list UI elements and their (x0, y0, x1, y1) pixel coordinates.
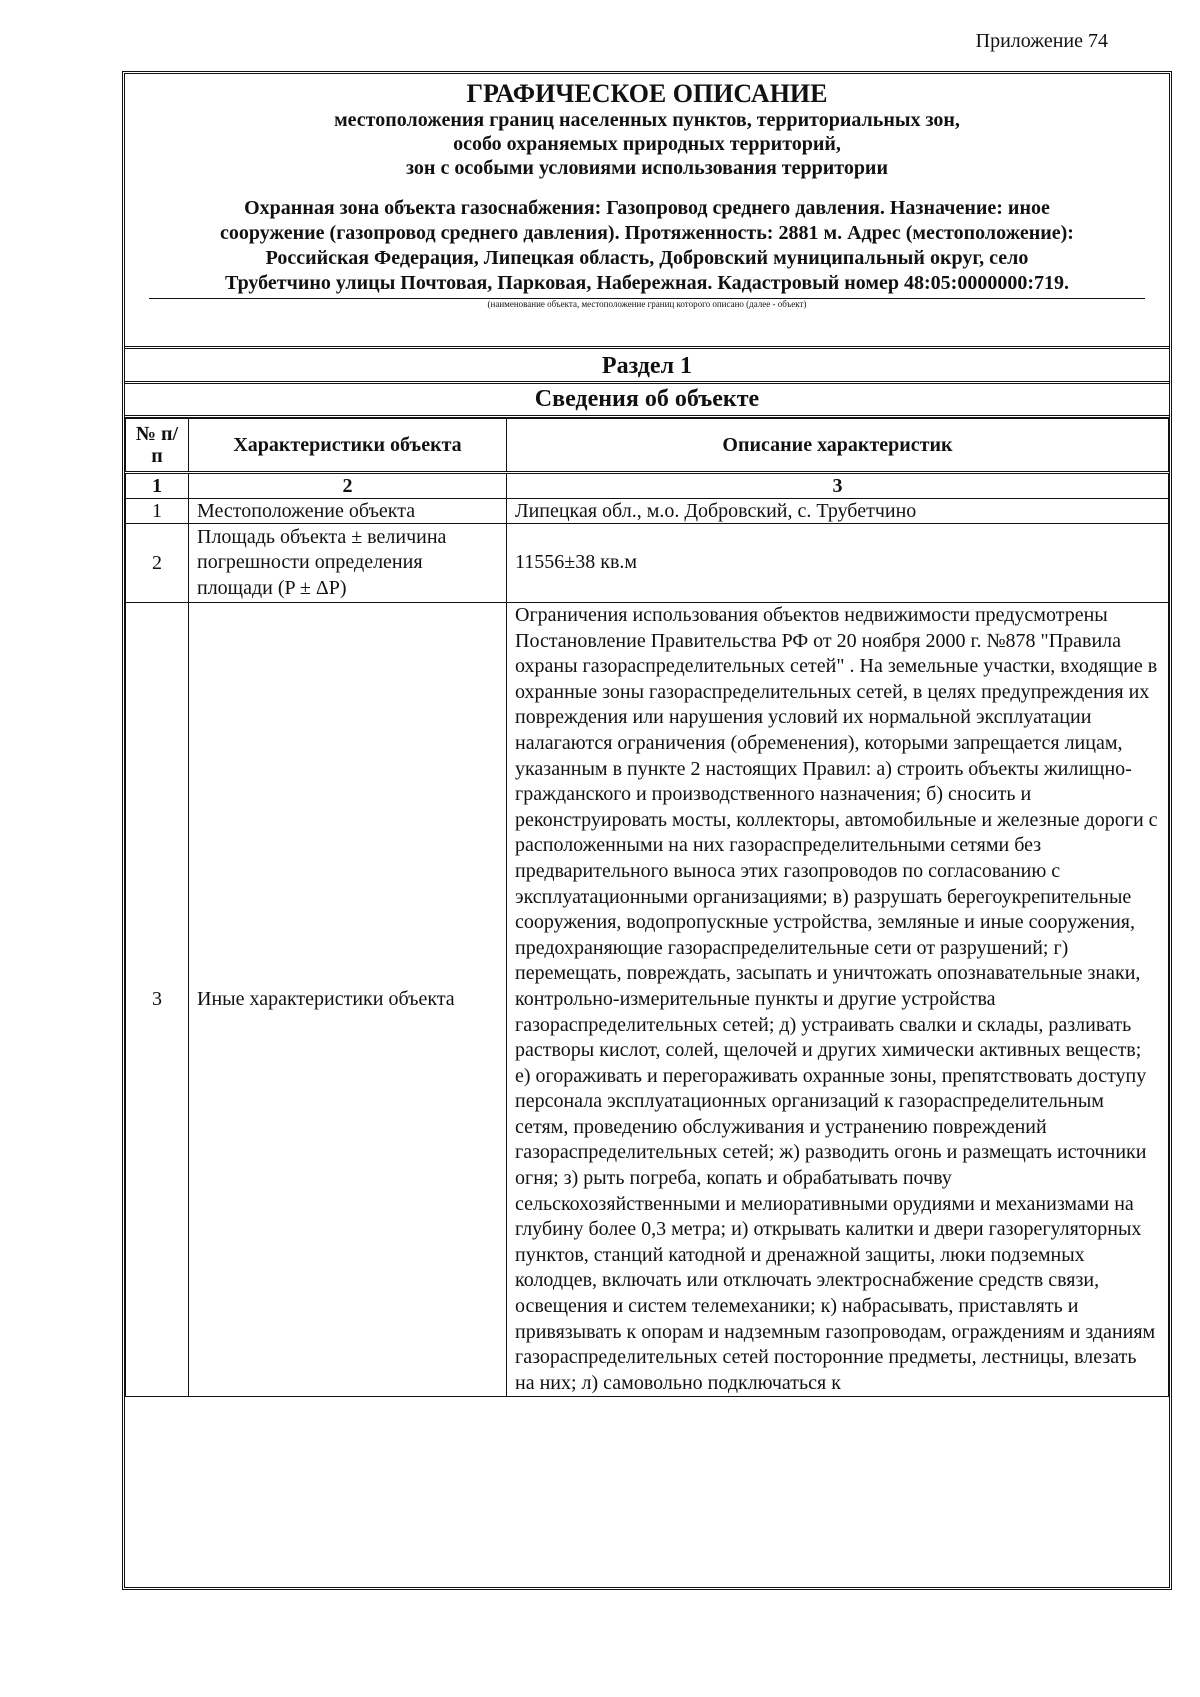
row-description: 11556±38 кв.м (507, 524, 1169, 603)
object-description (145, 196, 1149, 296)
row-characteristic: Площадь объекта ± величина погрешности определения площади (P ± ΔP) (189, 524, 507, 603)
object-line-1: Охранная зона объекта газоснабжения: Газопровод среднего давления. Назначение: иное (244, 197, 1050, 219)
table-header-row (126, 419, 1169, 473)
object-line-2: сооружение (газопровод среднего давления). Протяженность: 2881 м. Адрес (местоположение): (220, 222, 1074, 244)
table-row (126, 603, 1169, 1397)
subtitle-line-2: особо охраняемых природных территорий, (453, 133, 841, 155)
column-header-number: № п/п (126, 419, 189, 473)
subtitle-line-3: зон с особыми условиями использования территории (406, 157, 888, 179)
appendix-label: Приложение 74 (975, 30, 1108, 52)
row-number: 1 (126, 499, 189, 524)
section-title: Раздел 1 (125, 349, 1169, 384)
object-line-3: Российская Федерация, Липецкая область, Добровский муниципальный округ, село (265, 247, 1029, 269)
table-row (126, 524, 1169, 603)
row-number: 3 (126, 603, 189, 1397)
column-number: 3 (507, 473, 1169, 499)
row-description: Липецкая обл., м.о. Добровский, с. Трубетчино (507, 499, 1169, 524)
column-number: 1 (126, 473, 189, 499)
section-subtitle: Сведения об объекте (125, 384, 1169, 418)
object-line-4: Трубетчино улицы Почтовая, Парковая, Набережная. Кадастровый номер 48:05:0000000:719. (224, 272, 1069, 294)
document-frame (122, 71, 1172, 1590)
table-row (126, 499, 1169, 524)
column-header-description: Описание характеристик (507, 419, 1169, 473)
object-caption: (наименование объекта, местоположение границ которого описано (далее - объект) (487, 299, 807, 309)
column-header-characteristic: Характеристики объекта (189, 419, 507, 473)
row-characteristic: Иные характеристики объекта (189, 603, 507, 1397)
column-number: 2 (189, 473, 507, 499)
document-title: ГРАФИЧЕСКОЕ ОПИСАНИЕ (466, 79, 828, 108)
document-header (125, 74, 1169, 349)
row-characteristic: Местоположение объекта (189, 499, 507, 524)
object-properties-table (125, 418, 1169, 1397)
row-description: Ограничения использования объектов недвижимости предусмотрены Постановление Правительства РФ от 20 ноября 2000 г. №878 "Правила охраны газораспределительных сетей" . На земельные участки, входящие в охранные зоны газораспределительных сетей, в целях предупреждения их повреждения или нарушения условий их нормальной эксплуатации налагаются ограничения (обременения), которыми запрещается лицам, указанным в пункте 2 настоящих Правил: а) строить объекты жилищно-гражданского и производственного назначения; б) сносить и реконструировать мосты, коллекторы, автомобильные и железные дороги с расположенными на них газораспределительными сетями без предварительного выноса этих газопроводов по согласованию с эксплуатационными организациями; в) разрушать берегоукрепительные сооружения, водопропускные устройства, земляные и иные сооружения, предохраняющие газораспределительные сети от разрушений; г) перемещать, повреждать, засыпать и уничтожать опознавательные знаки, контрольно-измерительные пункты и другие устройства газораспределительных сетей; д) устраивать свалки и склады, разливать растворы кислот, солей, щелочей и других химически активных веществ; е) огораживать и перегораживать охранные зоны, препятствовать доступу персонала эксплуатационных организаций к газораспределительным сетям, проведению обслуживания и устранению повреждений газораспределительных сетей; ж) разводить огонь и размещать источники огня; з) рыть погреба, копать и обрабатывать почву сельскохозяйственными и мелиоративными орудиями и механизмами на глубину более 0,3 метра; и) открывать калитки и двери газорегуляторных пунктов, станций катодной и дренажной защиты, люки подземных колодцев, включать или отключать электроснабжение средств связи, освещения и систем телемеханики; к) набрасывать, приставлять и привязывать к опорам и надземным газопроводам, ограждениям и зданиям газораспределительных сетей посторонние предметы, лестницы, влезать на них; л) самовольно подключаться к (507, 603, 1169, 1397)
row-number: 2 (126, 524, 189, 603)
subtitle-line-1: местоположения границ населенных пунктов, территориальных зон, (334, 109, 960, 131)
column-numbers-row (126, 473, 1169, 499)
